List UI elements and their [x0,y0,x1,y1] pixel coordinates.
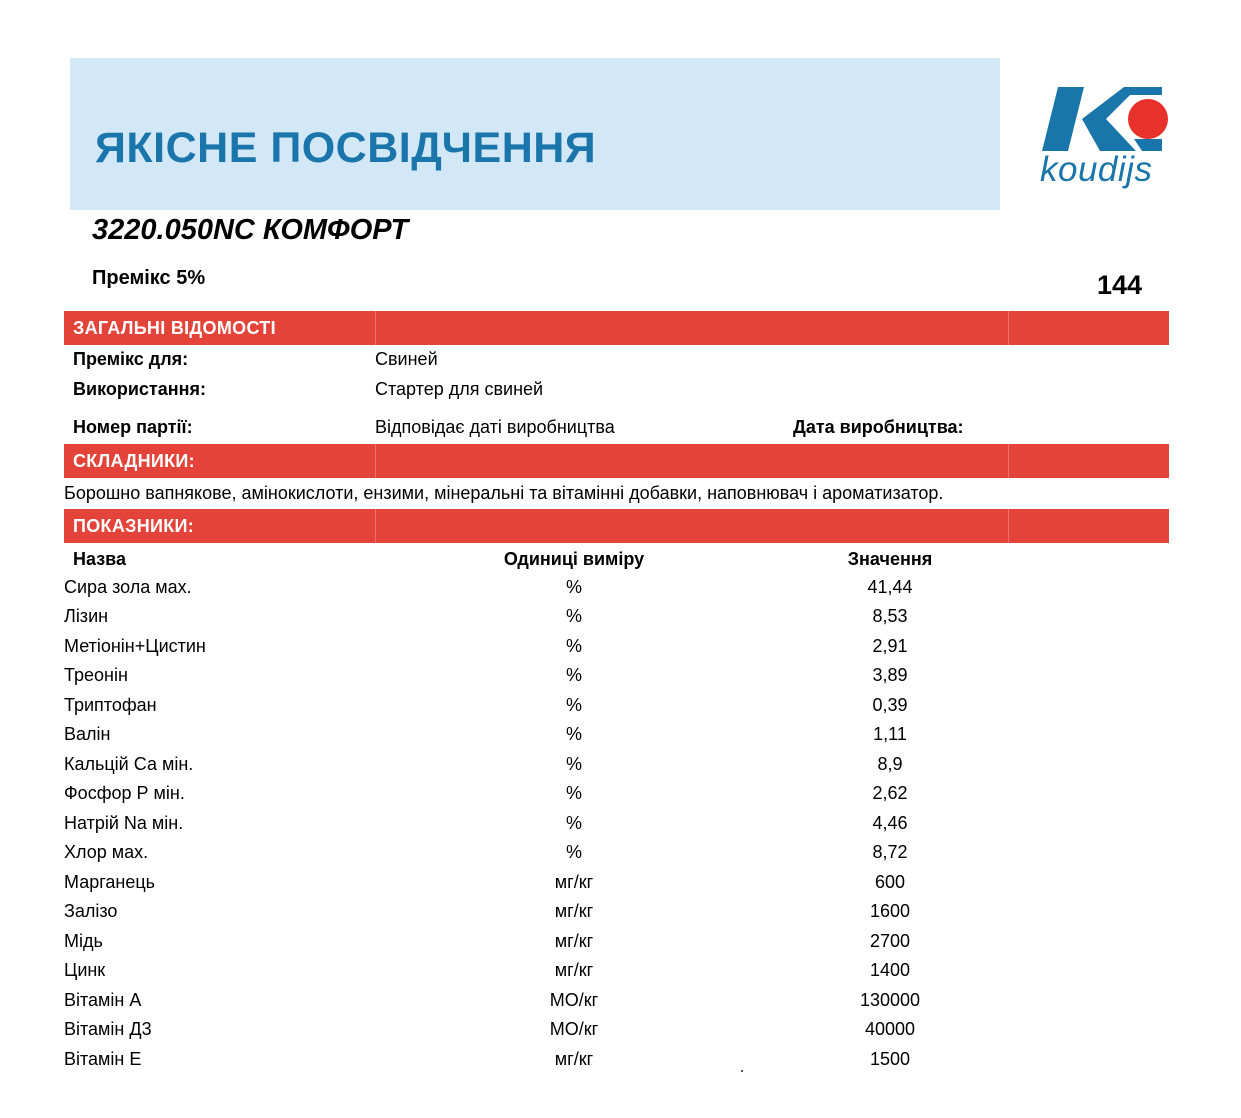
indicator-unit: % [565,813,582,833]
indicator-unit: % [565,577,582,597]
section-heading-indicators: ПОКАЗНИКИ: [73,516,195,536]
indicator-name: Натрій Na мін. [64,813,184,833]
table-row [0,872,1241,901]
indicator-value: 1,11 [873,724,907,744]
indicator-name: Сира зола мах. [64,577,192,597]
table-row [0,606,1241,635]
table-row [0,783,1241,812]
premix-for-label: Премікс для: [73,349,189,369]
table-row [0,813,1241,842]
indicator-name: Лізин [64,606,109,626]
production-date-label: Дата виробництва: [793,417,964,437]
page-number: 144 [1097,270,1143,300]
indicator-name: Цинк [64,960,106,980]
indicator-unit: % [565,724,582,744]
indicator-name: Вітамін А [64,990,142,1010]
indicator-value: 3,89 [872,665,908,685]
table-row [0,1049,1241,1078]
indicator-value: 1500 [869,1049,911,1069]
section-heading-ingredients: СКЛАДНИКИ: [73,451,195,471]
indicator-name: Валін [64,724,111,744]
indicator-name: Залізо [64,901,118,921]
indicator-unit: мг/кг [554,901,594,921]
indicator-unit: мг/кг [554,960,594,980]
document-title: ЯКІСНЕ ПОСВІДЧЕННЯ [95,124,597,172]
table-row [0,695,1241,724]
indicator-value: 8,53 [872,606,908,626]
indicator-name: Мідь [64,931,103,951]
product-name: 3220.050NC КОМФОРТ [92,214,409,246]
section-bar-indicators [64,509,1169,543]
indicator-unit: % [565,636,582,656]
indicator-name: Хлор мах. [64,842,149,862]
column-header-unit: Одиниці виміру [503,549,645,569]
indicator-unit: МО/кг [549,990,599,1010]
indicator-unit: % [565,695,582,715]
indicator-value: 8,9 [877,754,903,774]
column-header-name: Назва [73,549,127,569]
indicator-value: 2,91 [872,636,908,656]
logo-wordmark: koudijs [1040,150,1153,189]
table-row [0,901,1241,930]
batch-value: Відповідає даті виробництва [375,417,615,437]
indicator-unit: мг/кг [554,931,594,951]
indicator-value: 4,46 [872,813,908,833]
indicator-unit: % [565,754,582,774]
indicator-value: 0,39 [872,695,908,715]
indicator-unit: % [565,842,582,862]
indicator-name: Метіонін+Цистин [64,636,206,656]
indicator-name: Вітамін Д3 [64,1019,152,1039]
section-bar-general [64,311,1169,345]
table-row [0,960,1241,989]
indicator-name: Марганець [64,872,156,892]
usage-value: Стартер для свиней [375,379,544,399]
indicator-value: 130000 [859,990,921,1010]
indicator-value: 1600 [869,901,911,921]
indicator-value: 8,72 [872,842,908,862]
table-row [0,724,1241,753]
ingredients-text: Борошно вапнякове, амінокислоти, ензими, мінеральні та вітамінні добавки, наповнювач і ароматизатор. [64,483,944,503]
table-row [0,1019,1241,1048]
table-row [0,665,1241,694]
indicator-unit: МО/кг [549,1019,599,1039]
indicator-name: Треонін [64,665,128,685]
table-row [0,842,1241,871]
batch-label: Номер партії: [73,417,193,437]
indicator-name: Кальцій Са мін. [64,754,194,774]
indicator-value: 41,44 [867,577,913,597]
indicator-name: Вітамін Е [64,1049,142,1069]
indicator-unit: % [565,665,582,685]
column-header-value: Значення [847,549,933,569]
section-heading-general: ЗАГАЛЬНІ ВІДОМОСТІ [73,318,276,338]
indicator-name: Фосфор Р мін. [64,783,185,803]
indicator-name: Триптофан [64,695,157,715]
premix-for-value: Свиней [375,349,438,369]
indicator-unit: мг/кг [554,872,594,892]
usage-label: Використання: [73,379,206,399]
table-row [0,990,1241,1019]
section-bar-ingredients [64,444,1169,478]
table-row [0,577,1241,606]
table-row [0,754,1241,783]
indicator-unit: мг/кг [554,1049,594,1069]
indicator-unit: % [565,606,582,626]
table-row [0,931,1241,960]
indicator-unit: % [565,783,582,803]
indicator-value: 2700 [869,931,911,951]
indicator-value: 40000 [864,1019,916,1039]
stray-dot [741,1070,743,1072]
indicator-value: 1400 [869,960,911,980]
indicator-value: 600 [874,872,906,892]
table-row [0,636,1241,665]
indicator-value: 2,62 [872,783,908,803]
premix-type: Премікс 5% [92,267,206,289]
